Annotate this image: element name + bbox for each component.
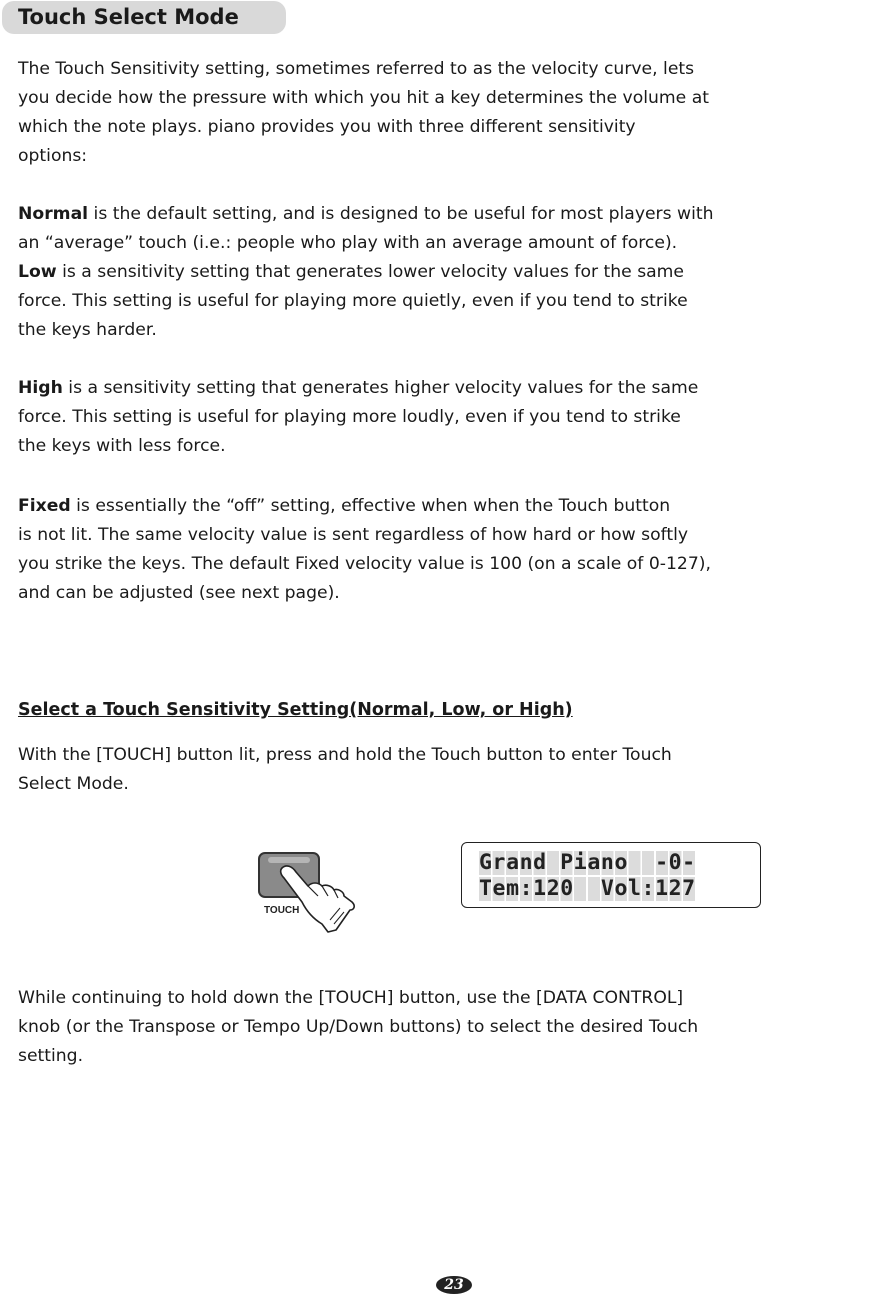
- fixed-line-2: is not lit. The same velocity value is sent regardless of how hard or how softly: [18, 525, 689, 545]
- normal-text: is the default setting, and is designed to be useful for most players with: [88, 204, 714, 224]
- lcd-line-1: Grand Piano -0-: [479, 850, 696, 875]
- section-heading: Select a Touch Sensitivity Setting(Normal, Low, or High): [18, 700, 573, 720]
- pointing-hand-icon: [278, 862, 358, 934]
- intro-paragraph: [18, 55, 868, 171]
- normal-term: Normal: [18, 204, 89, 224]
- intro-line: which the note plays. piano provides you with three different sensitivity: [18, 117, 636, 137]
- normal-line-2: an “average” touch (i.e.: people who play with an average amount of force).: [18, 233, 678, 253]
- low-line: [18, 258, 868, 287]
- step2-line: setting.: [18, 1046, 84, 1066]
- step2-line: While continuing to hold down the [TOUCH] button, use the [DATA CONTROL]: [18, 988, 684, 1008]
- step1-line: With the [TOUCH] button lit, press and hold the Touch button to enter Touch: [18, 745, 672, 765]
- high-term: High: [18, 378, 63, 398]
- step2-line: knob (or the Transpose or Tempo Up/Down buttons) to select the desired Touch: [18, 1017, 699, 1037]
- fixed-term: Fixed: [18, 496, 71, 516]
- high-line-3: the keys with less force.: [18, 436, 226, 456]
- low-line-2: force. This setting is useful for playing more quietly, even if you tend to strike: [18, 291, 688, 311]
- normal-low-paragraph: [18, 200, 868, 345]
- low-line-3: the keys harder.: [18, 320, 157, 340]
- low-term: Low: [18, 262, 57, 282]
- fixed-line: [18, 492, 868, 521]
- high-line-2: force. This setting is useful for playing more loudly, even if you tend to strike: [18, 407, 681, 427]
- fixed-line-3: you strike the keys. The default Fixed velocity value is 100 (on a scale of 0-127),: [18, 554, 711, 574]
- low-text: is a sensitivity setting that generates lower velocity values for the same: [56, 262, 685, 282]
- page-number: 23: [436, 1276, 472, 1294]
- high-text: is a sensitivity setting that generates higher velocity values for the same: [62, 378, 699, 398]
- fixed-paragraph: [18, 492, 868, 608]
- step2-paragraph: [18, 984, 868, 1071]
- high-paragraph: [18, 374, 868, 461]
- normal-line: [18, 200, 868, 229]
- intro-line: The Touch Sensitivity setting, sometimes referred to as the velocity curve, lets: [18, 59, 695, 79]
- intro-line: you decide how the pressure with which you hit a key determines the volume at: [18, 88, 709, 108]
- lcd-line-2: Tem:120 Vol:127: [479, 876, 696, 901]
- step1-paragraph: [18, 741, 868, 799]
- page-title: Touch Select Mode: [2, 1, 286, 34]
- fixed-text: is essentially the “off” setting, effective when when the Touch button: [70, 496, 671, 516]
- fixed-line-4: and can be adjusted (see next page).: [18, 583, 340, 603]
- step1-line: Select Mode.: [18, 774, 129, 794]
- high-line: [18, 374, 868, 403]
- intro-line: options:: [18, 146, 88, 166]
- lcd-display: [461, 842, 761, 908]
- touch-button-label: TOUCH: [264, 905, 300, 916]
